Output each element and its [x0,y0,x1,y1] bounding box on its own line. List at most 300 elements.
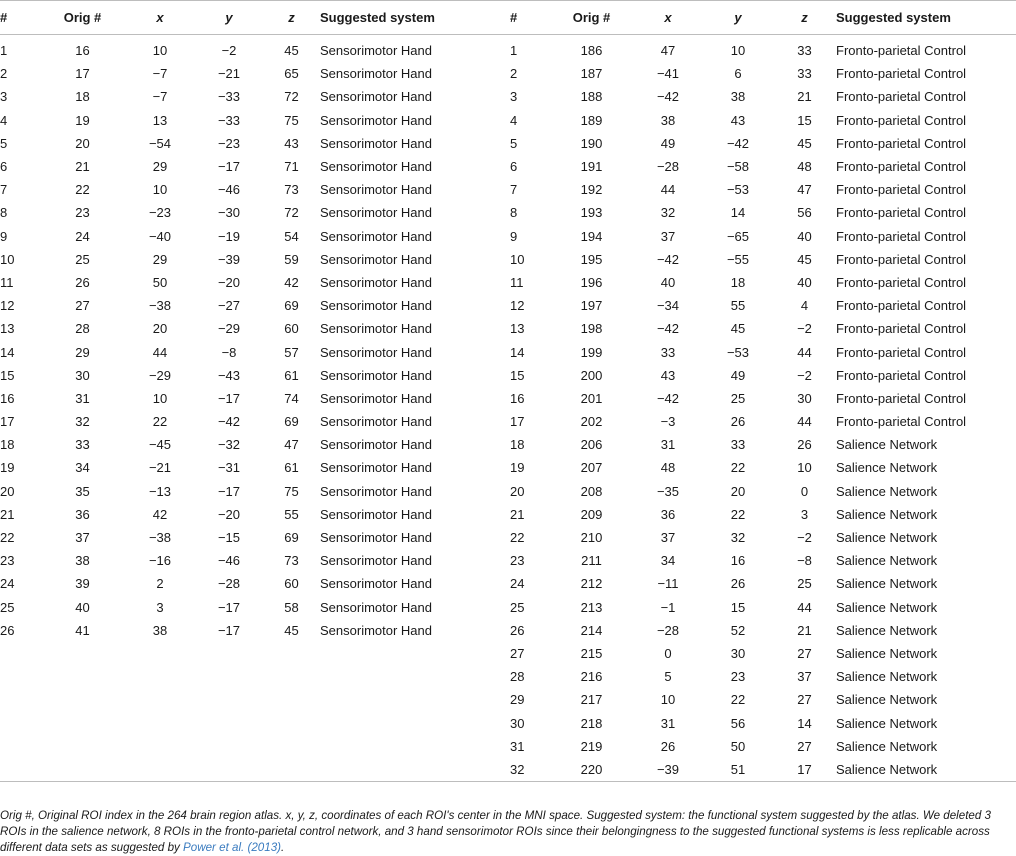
row-index [0,758,40,782]
y-coord: −46 [217,553,241,569]
z-coord: 73 [284,553,299,569]
row-index: 24 [0,576,15,592]
suggested-system: Salience Network [836,758,1016,782]
row-index: 2 [510,66,518,82]
orig-index: 200 [580,367,603,383]
z-coord: 15 [797,112,812,128]
orig-index: 218 [580,715,603,731]
suggested-system: Sensorimotor Hand [320,344,432,360]
y-coord: −58 [726,159,750,175]
z-coord: −2 [797,367,812,383]
z-coord: 25 [797,576,812,592]
suggested-system: Salience Network [836,669,938,685]
x-coord: −42 [656,89,680,105]
y-coord: −33 [217,89,241,105]
row-index: 15 [0,367,15,383]
z-coord: 69 [284,530,299,546]
x-coord: 40 [660,274,676,290]
table-header-row [0,1,1016,35]
y-coord: 55 [730,298,746,314]
z-coord [263,711,320,734]
y-coord: 22 [730,506,746,522]
suggested-system [320,665,510,688]
orig-index: 208 [580,483,603,499]
row-index: 24 [510,576,525,592]
row-index: 15 [510,367,525,383]
z-coord: 17 [773,758,836,782]
y-coord [195,665,263,688]
z-coord: 60 [284,576,299,592]
suggested-system: Sensorimotor Hand [320,321,432,337]
x-coord: −7 [152,89,168,105]
z-coord: 26 [797,437,812,453]
suggested-system [320,711,510,734]
suggested-system: Salience Network [836,506,938,522]
x-coord: 38 [660,112,676,128]
suggested-system: Sensorimotor Hand [320,298,432,314]
x-coord: −28 [656,622,680,638]
x-coord: 38 [152,622,168,638]
orig-index: 19 [75,112,90,128]
suggested-system: Sensorimotor Hand [320,437,432,453]
suggested-system [320,758,510,782]
suggested-system: Salience Network [836,692,938,708]
y-coord: −17 [217,390,241,406]
x-coord: 44 [152,344,168,360]
z-coord: 33 [797,66,812,82]
header-orig: Orig # [550,1,633,35]
row-index: 9 [510,228,518,244]
suggested-system: Sensorimotor Hand [320,159,432,175]
orig-index: 217 [580,692,603,708]
suggested-system: Sensorimotor Hand [320,553,432,569]
suggested-system: Fronto-parietal Control [836,182,967,198]
suggested-system: Fronto-parietal Control [836,367,967,383]
z-coord: 61 [284,460,299,476]
x-coord [125,711,195,734]
row-index: 12 [510,298,525,314]
x-coord: −29 [148,367,172,383]
z-coord: 69 [284,298,299,314]
x-coord: −23 [148,205,172,221]
orig-index: 201 [580,390,603,406]
z-coord: 4 [800,298,809,314]
z-coord: 44 [797,599,812,615]
x-coord: −42 [656,321,680,337]
z-coord: 33 [797,43,812,59]
orig-index: 36 [75,506,90,522]
table-row [0,364,1016,387]
orig-index: 202 [580,414,603,430]
row-index: 19 [0,460,15,476]
x-coord: −1 [660,599,676,615]
z-coord: −2 [797,321,812,337]
row-index [0,735,40,758]
row-index: 3 [0,89,8,105]
y-coord [195,735,263,758]
suggested-system: Sensorimotor Hand [320,89,432,105]
z-coord: 54 [284,228,299,244]
y-coord: −17 [217,599,241,615]
y-coord: 32 [730,530,746,546]
x-coord: 31 [660,437,676,453]
y-coord: −39 [217,251,241,267]
orig-index [40,711,125,734]
table-row [0,201,1016,224]
z-coord: 14 [797,715,812,731]
y-coord: −31 [217,460,241,476]
y-coord: 33 [730,437,746,453]
suggested-system: Fronto-parietal Control [836,66,967,82]
z-coord: 27 [797,738,812,754]
x-coord: −35 [656,483,680,499]
table-row [0,688,1016,711]
orig-index: 24 [75,228,90,244]
y-coord: 26 [730,414,746,430]
x-coord: 2 [156,576,164,592]
y-coord: 56 [730,715,746,731]
x-coord: −38 [148,298,172,314]
orig-index: 193 [580,205,603,221]
x-coord: 31 [660,715,676,731]
y-coord: 16 [730,553,746,569]
footnote-text: Orig #, Original ROI index in the 264 brain region atlas. x, y, z, coordinates of each ROI's center in the MNI space. Suggested system: the functional system suggested by the atlas. We deleted 3 ROIs in the salience network, 8 ROIs in the fronto-parietal control network, and 3 hand sensorimotor ROIs since their belongingness to the suggested functional systems is less replicable across different data sets as suggested by [0,809,991,854]
y-coord: −20 [217,506,241,522]
x-coord: 48 [660,460,676,476]
z-coord: 60 [284,321,299,337]
suggested-system: Fronto-parietal Control [836,251,967,267]
row-index: 7 [0,182,8,198]
y-coord: −21 [217,66,241,82]
y-coord [195,758,263,782]
table-row [0,410,1016,433]
y-coord: 50 [730,738,746,754]
z-coord: 75 [284,483,299,499]
suggested-system: Sensorimotor Hand [320,66,432,82]
row-index: 21 [0,506,15,522]
y-coord: −43 [217,367,241,383]
table-row [0,665,1016,688]
suggested-system: Fronto-parietal Control [836,112,967,128]
z-coord: 37 [797,669,812,685]
z-coord: 27 [797,645,812,661]
row-index: 8 [510,205,518,221]
orig-index: 25 [75,251,90,267]
z-coord: 45 [284,622,299,638]
row-index: 32 [510,758,550,782]
suggested-system: Sensorimotor Hand [320,135,432,151]
suggested-system: Sensorimotor Hand [320,622,432,638]
orig-index: 39 [75,576,90,592]
x-coord: −42 [656,390,680,406]
orig-index [40,665,125,688]
footnote-reference-link[interactable]: Power et al. (2013) [183,841,281,854]
z-coord: 47 [284,437,299,453]
header-index: # [0,1,40,35]
x-coord [125,665,195,688]
y-coord: −17 [217,159,241,175]
orig-index: 18 [75,89,90,105]
z-coord: 47 [797,182,812,198]
suggested-system: Sensorimotor Hand [320,576,432,592]
header-y: y [703,1,773,35]
row-index: 18 [0,437,15,453]
z-coord: 58 [284,599,299,615]
z-coord: 45 [797,135,812,151]
x-coord: −54 [148,135,172,151]
z-coord: 57 [284,344,299,360]
y-coord: −33 [217,112,241,128]
row-index: 20 [510,483,525,499]
table-row [0,178,1016,201]
header-system: Suggested system [320,1,510,35]
y-coord: −53 [726,182,750,198]
y-coord: −23 [217,135,241,151]
table-row [0,596,1016,619]
x-coord: 44 [660,182,676,198]
table-row [0,294,1016,317]
z-coord [263,642,320,665]
orig-index: 186 [580,43,603,59]
row-index: 27 [510,645,525,661]
y-coord: 20 [730,483,746,499]
header-y: y [195,1,263,35]
suggested-system [320,735,510,758]
table-row [0,340,1016,363]
x-coord [125,688,195,711]
suggested-system [320,688,510,711]
z-coord: 65 [284,66,299,82]
header-x: x [633,1,703,35]
header-index: # [510,1,550,35]
y-coord: 18 [730,274,746,290]
suggested-system: Salience Network [836,553,938,569]
z-coord: 73 [284,182,299,198]
table-row [0,155,1016,178]
suggested-system: Fronto-parietal Control [836,228,967,244]
z-coord: 56 [797,205,812,221]
orig-index [40,642,125,665]
y-coord: 6 [734,66,742,82]
x-coord: 5 [664,669,672,685]
y-coord: 23 [730,669,746,685]
y-coord: −55 [726,251,750,267]
suggested-system: Fronto-parietal Control [836,298,967,314]
suggested-system: Sensorimotor Hand [320,483,432,499]
suggested-system: Sensorimotor Hand [320,414,432,430]
orig-index: 21 [75,159,90,175]
z-coord: 40 [797,274,812,290]
y-coord: 10 [730,43,746,59]
table-row [0,572,1016,595]
orig-index: 38 [75,553,90,569]
y-coord: 49 [730,367,746,383]
suggested-system: Salience Network [836,460,938,476]
x-coord: −41 [656,66,680,82]
y-coord: −28 [217,576,241,592]
x-coord: −42 [656,251,680,267]
row-index: 25 [510,599,525,615]
orig-index: 189 [580,112,603,128]
suggested-system: Sensorimotor Hand [320,43,432,59]
orig-index: 190 [580,135,603,151]
z-coord: 10 [797,460,812,476]
row-index: 11 [0,274,14,290]
suggested-system: Sensorimotor Hand [320,530,432,546]
x-coord: 10 [152,43,168,59]
row-index: 5 [510,135,518,151]
x-coord: 0 [664,645,672,661]
z-coord: 44 [797,344,812,360]
x-coord: −11 [657,576,679,592]
row-index: 3 [510,89,518,105]
x-coord: 3 [156,599,164,615]
x-coord: 10 [152,182,168,198]
z-coord: 21 [797,89,812,105]
suggested-system: Salience Network [836,483,938,499]
orig-index: 35 [75,483,90,499]
orig-index [40,688,125,711]
y-coord: −32 [217,437,241,453]
orig-index: 195 [580,251,603,267]
row-index: 9 [0,228,8,244]
x-coord [125,758,195,782]
x-coord: 50 [152,274,168,290]
z-coord [263,758,320,782]
x-coord [125,642,195,665]
row-index: 10 [510,251,525,267]
orig-index: 26 [75,274,90,290]
table-row [0,735,1016,758]
row-index: 30 [510,715,525,731]
header-z: z [263,1,320,35]
z-coord [263,665,320,688]
y-coord: 22 [730,692,746,708]
orig-index: 41 [75,622,90,638]
z-coord [263,688,320,711]
row-index: 6 [0,159,8,175]
header-system: Suggested system [836,1,1016,35]
table-row [0,711,1016,734]
suggested-system: Sensorimotor Hand [320,205,432,221]
x-coord: 37 [660,530,676,546]
x-coord: −28 [656,159,680,175]
z-coord: 43 [284,135,299,151]
x-coord: 10 [660,692,676,708]
orig-index: 219 [580,738,603,754]
orig-index: 220 [550,758,633,782]
z-coord: 74 [284,390,299,406]
z-coord: 3 [800,506,809,522]
suggested-system: Sensorimotor Hand [320,390,432,406]
suggested-system [320,642,510,665]
z-coord: 27 [797,692,812,708]
y-coord: −27 [217,298,241,314]
row-index: 1 [510,43,518,59]
x-coord: −45 [148,437,172,453]
y-coord [195,642,263,665]
z-coord: 40 [797,228,812,244]
x-coord: 29 [152,159,168,175]
row-index: 6 [510,159,518,175]
orig-index: 32 [75,414,90,430]
table-row [0,549,1016,572]
x-coord: −38 [148,530,172,546]
orig-index: 30 [75,367,90,383]
orig-index: 196 [580,274,603,290]
z-coord: 30 [797,390,812,406]
z-coord: −8 [797,553,812,569]
x-coord: 42 [152,506,168,522]
orig-index: 23 [75,205,90,221]
row-index: 2 [0,66,8,82]
suggested-system: Fronto-parietal Control [836,89,967,105]
row-index: 26 [0,622,15,638]
y-coord: 15 [730,599,746,615]
suggested-system: Fronto-parietal Control [836,205,967,221]
row-index: 7 [510,182,518,198]
x-coord: 32 [660,205,676,221]
suggested-system: Salience Network [836,530,938,546]
x-coord: 22 [152,414,168,430]
z-coord: 48 [797,159,812,175]
suggested-system: Fronto-parietal Control [836,344,967,360]
x-coord: 33 [660,344,676,360]
footnote-end: . [281,841,285,854]
row-index: 17 [510,414,525,430]
suggested-system: Salience Network [836,738,938,754]
y-coord: 22 [730,460,746,476]
orig-index: 199 [580,344,603,360]
row-index: 12 [0,298,15,314]
row-index: 19 [510,460,525,476]
row-index: 10 [0,251,15,267]
suggested-system: Sensorimotor Hand [320,251,432,267]
orig-index: 27 [75,298,90,314]
z-coord: 72 [284,89,299,105]
table-row [0,85,1016,108]
orig-index: 20 [75,135,90,151]
row-index: 28 [510,669,525,685]
row-index [0,711,40,734]
table-row [0,271,1016,294]
row-index: 5 [0,135,8,151]
y-coord: −19 [217,228,241,244]
header-orig: Orig # [40,1,125,35]
row-index: 22 [510,530,525,546]
table-row [0,433,1016,456]
suggested-system: Salience Network [836,622,938,638]
x-coord: 37 [660,228,676,244]
orig-index [40,735,125,758]
table-body [0,35,1016,782]
x-coord: −21 [148,460,172,476]
table-footnote [0,808,1016,856]
row-index: 20 [0,483,15,499]
suggested-system: Fronto-parietal Control [836,321,967,337]
x-coord: −39 [633,758,703,782]
z-coord: 69 [284,414,299,430]
x-coord: 26 [660,738,676,754]
x-coord: 29 [152,251,168,267]
table-row [0,225,1016,248]
y-coord: −8 [221,344,237,360]
y-coord: 25 [730,390,746,406]
orig-index: 16 [75,43,90,59]
orig-index: 192 [580,182,603,198]
y-coord [195,688,263,711]
orig-index: 194 [580,228,603,244]
